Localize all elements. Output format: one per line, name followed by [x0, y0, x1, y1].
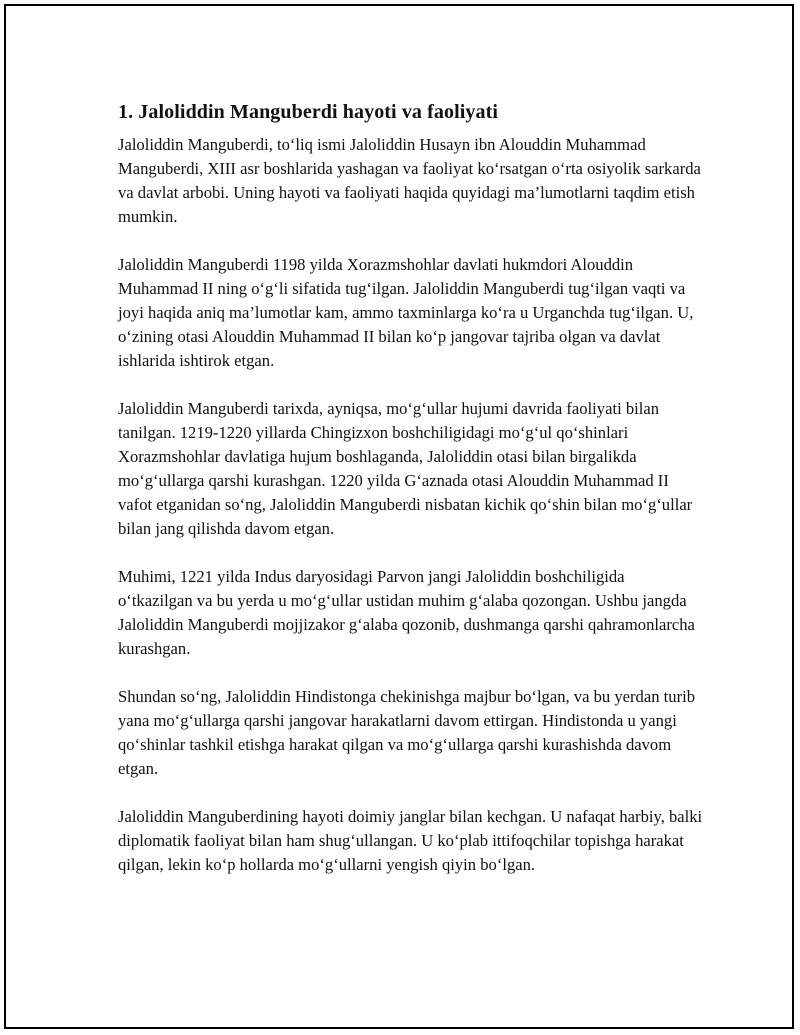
paragraph-india: Shundan so‘ng, Jaloliddin Hindistonga chekinishga majbur bo‘lgan, va bu yerdan turib yana mo‘g‘ullarga qarshi jangovar harakatlarni davom ettirgan. Hindistonda u yangi qo‘shinlar tashkil etishga harakat qilgan va mo‘g‘ullarga qarshi kurashishda davom etgan. [118, 687, 695, 778]
paragraph-conclusion: Jaloliddin Manguberdining hayoti doimiy janglar bilan kechgan. U nafaqat harbiy, balki diplomatik faoliyat bilan ham shug‘ullangan. U ko‘plab ittifoqchilar topishga harakat qilgan, lekin ko‘p hollarda mo‘g‘ullarni yengish qiyin bo‘lgan. [118, 807, 703, 874]
paragraph-mongol-invasion: Jaloliddin Manguberdi tarixda, ayniqsa, mo‘g‘ullar hujumi davrida faoliyati bilan tanilgan. 1219-1220 yillarda Chingizxon boshchiligidagi mo‘g‘ul qo‘shinlari Xorazmshohlar davlatiga hujum boshlaganda, Jaloliddin otasi bilan birgalikda mo‘g‘ullarga qarshi kurashgan. 1220 yilda G‘aznada otasi Alouddin Muhammad II vafot etganidan so‘ng, Jaloliddin Manguberdi nisbatan kichik qo‘shin bilan mo‘g‘ullar bilan jang qilishda davom etgan. [118, 399, 693, 538]
paragraph-intro: Jaloliddin Manguberdi, to‘liq ismi Jaloliddin Husayn ibn Alouddin Muhammad Manguberdi, XIII asr boshlarida yashagan va faoliyat ko‘rsatgan o‘rta osiyolik sarkarda va davlat arbobi. Uning hayoti va faoliyati haqida quyidagi ma’lumotlarni taqdim etish mumkin. [118, 135, 701, 226]
page-frame [4, 4, 794, 1029]
document-body [118, 99, 703, 901]
section-heading: 1. Jaloliddin Manguberdi hayoti va faoliyati [118, 101, 499, 123]
paragraph-birth: Jaloliddin Manguberdi 1198 yilda Xorazmshohlar davlati hukmdori Alouddin Muhammad II ning o‘g‘li sifatida tug‘ilgan. Jaloliddin Manguberdi tug‘ilgan vaqti va joyi haqida aniq ma’lumotlar kam, ammo taxminlarga ko‘ra u Urganchda tug‘ilgan. U, o‘zining otasi Alouddin Muhammad II bilan ko‘p jangovar tajriba olgan va davlat ishlarida ishtirok etgan. [118, 255, 694, 370]
paragraph-parvan-battle: Muhimi, 1221 yilda Indus daryosidagi Parvon jangi Jaloliddin boshchiligida o‘tkazilgan va bu yerda u mo‘g‘ullar ustidan muhim g‘alaba qozongan. Ushbu jangda Jaloliddin Manguberdi mojjizakor g‘alaba qozonib, dushmanga qarshi qahramonlarcha kurashgan. [118, 567, 695, 658]
